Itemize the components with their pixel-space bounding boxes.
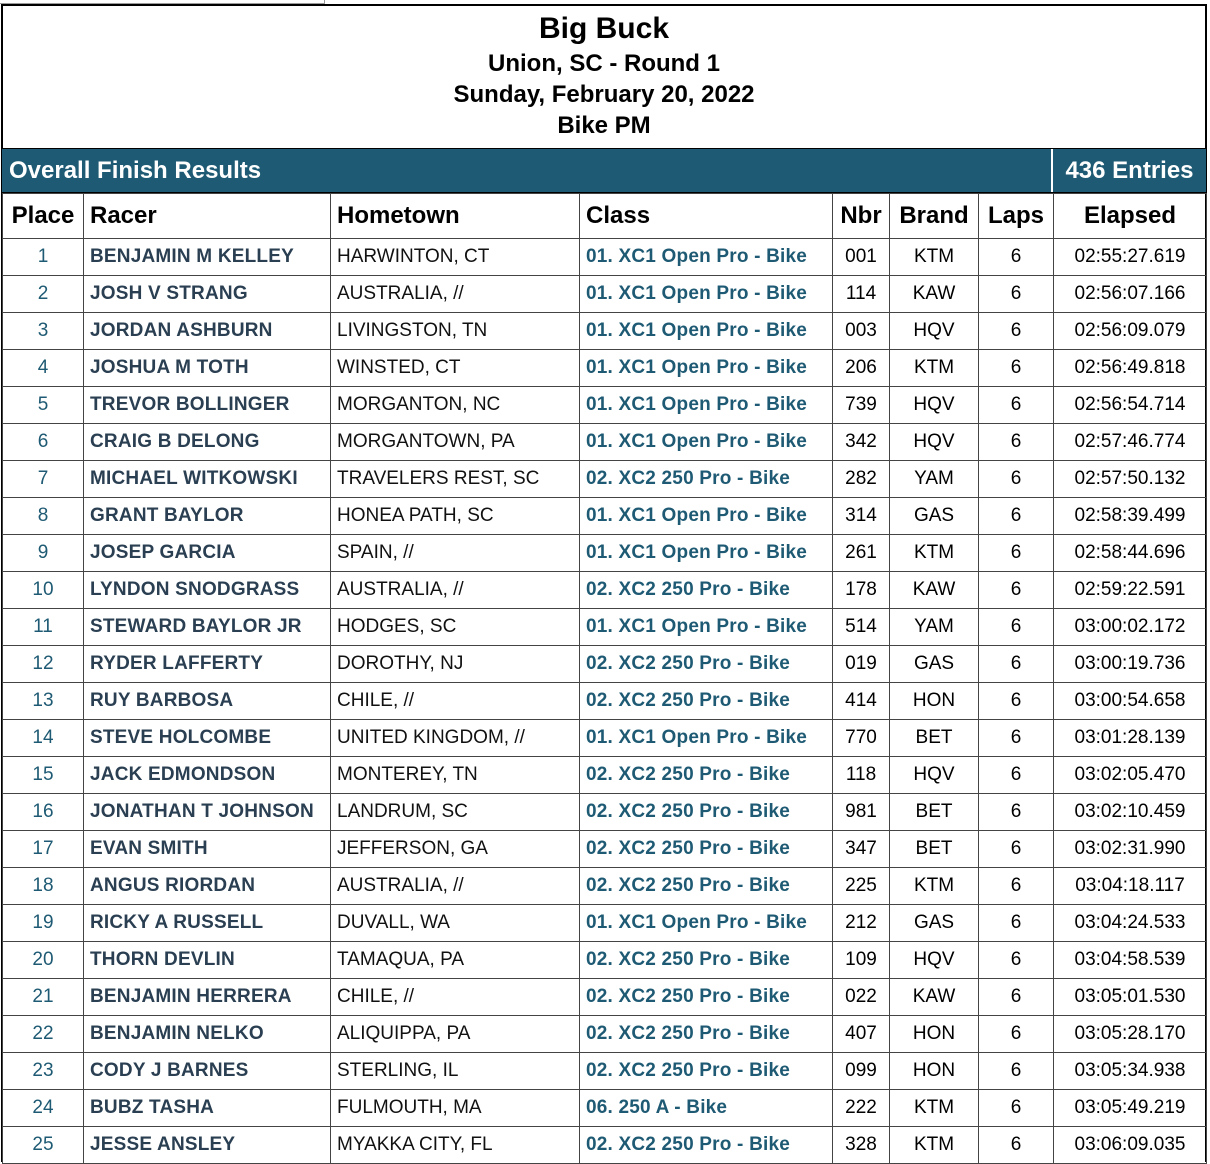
class-link[interactable]: 02. XC2 250 Pro - Bike: [580, 1053, 833, 1090]
elapsed-cell: 03:04:24.533: [1054, 905, 1207, 942]
laps-cell: 6: [979, 905, 1054, 942]
racer-link[interactable]: BENJAMIN M KELLEY: [84, 239, 331, 276]
racer-link[interactable]: STEVE HOLCOMBE: [84, 720, 331, 757]
table-row: [3, 239, 1207, 276]
place-cell: 16: [3, 794, 84, 831]
hometown-cell: ALIQUIPPA, PA: [331, 1016, 580, 1053]
place-cell: 7: [3, 461, 84, 498]
laps-cell: 6: [979, 720, 1054, 757]
table-row: [3, 461, 1207, 498]
hometown-cell: CHILE, //: [331, 683, 580, 720]
nbr-cell: 770: [833, 720, 890, 757]
hometown-cell: TRAVELERS REST, SC: [331, 461, 580, 498]
place-cell: 17: [3, 831, 84, 868]
elapsed-cell: 03:02:10.459: [1054, 794, 1207, 831]
table-row: [3, 387, 1207, 424]
racer-link[interactable]: THORN DEVLIN: [84, 942, 331, 979]
hometown-cell: MORGANTOWN, PA: [331, 424, 580, 461]
elapsed-cell: 02:56:49.818: [1054, 350, 1207, 387]
class-link[interactable]: 01. XC1 Open Pro - Bike: [580, 720, 833, 757]
brand-cell: KTM: [890, 239, 979, 276]
place-cell: 6: [3, 424, 84, 461]
elapsed-cell: 03:05:34.938: [1054, 1053, 1207, 1090]
results-bar: [2, 148, 1206, 193]
table-row: [3, 498, 1207, 535]
laps-cell: 6: [979, 942, 1054, 979]
elapsed-cell: 03:00:02.172: [1054, 609, 1207, 646]
laps-cell: 6: [979, 461, 1054, 498]
col-header-elapsed: Elapsed: [1054, 194, 1207, 239]
col-header-nbr: Nbr: [833, 194, 890, 239]
hometown-cell: MYAKKA CITY, FL: [331, 1127, 580, 1164]
place-cell: 15: [3, 757, 84, 794]
brand-cell: GAS: [890, 498, 979, 535]
hometown-cell: UNITED KINGDOM, //: [331, 720, 580, 757]
racer-link[interactable]: CODY J BARNES: [84, 1053, 331, 1090]
elapsed-cell: 03:04:58.539: [1054, 942, 1207, 979]
elapsed-cell: 02:56:07.166: [1054, 276, 1207, 313]
laps-cell: 6: [979, 387, 1054, 424]
class-link[interactable]: 02. XC2 250 Pro - Bike: [580, 868, 833, 905]
nbr-cell: 222: [833, 1090, 890, 1127]
laps-cell: 6: [979, 868, 1054, 905]
nbr-cell: 407: [833, 1016, 890, 1053]
table-row: [3, 1090, 1207, 1127]
table-row: [3, 979, 1207, 1016]
racer-link[interactable]: BUBZ TASHA: [84, 1090, 331, 1127]
hometown-cell: STERLING, IL: [331, 1053, 580, 1090]
place-cell: 19: [3, 905, 84, 942]
place-cell: 14: [3, 720, 84, 757]
class-link[interactable]: 01. XC1 Open Pro - Bike: [580, 905, 833, 942]
racer-link[interactable]: JOSH V STRANG: [84, 276, 331, 313]
event-session: Bike PM: [557, 112, 651, 139]
class-link[interactable]: 01. XC1 Open Pro - Bike: [580, 424, 833, 461]
nbr-cell: 314: [833, 498, 890, 535]
place-cell: 24: [3, 1090, 84, 1127]
elapsed-cell: 03:05:49.219: [1054, 1090, 1207, 1127]
hometown-cell: SPAIN, //: [331, 535, 580, 572]
brand-cell: GAS: [890, 646, 979, 683]
nbr-cell: 114: [833, 276, 890, 313]
hometown-cell: HARWINTON, CT: [331, 239, 580, 276]
hometown-cell: AUSTRALIA, //: [331, 868, 580, 905]
hometown-cell: DOROTHY, NJ: [331, 646, 580, 683]
class-link[interactable]: 02. XC2 250 Pro - Bike: [580, 942, 833, 979]
elapsed-cell: 02:56:09.079: [1054, 313, 1207, 350]
class-link[interactable]: 02. XC2 250 Pro - Bike: [580, 1016, 833, 1053]
elapsed-cell: 03:05:28.170: [1054, 1016, 1207, 1053]
brand-cell: HON: [890, 1016, 979, 1053]
place-cell: 22: [3, 1016, 84, 1053]
col-header-place: Place: [3, 194, 84, 239]
table-row: [3, 535, 1207, 572]
laps-cell: 6: [979, 1090, 1054, 1127]
table-row: [3, 609, 1207, 646]
class-link[interactable]: 02. XC2 250 Pro - Bike: [580, 461, 833, 498]
brand-cell: BET: [890, 720, 979, 757]
place-cell: 9: [3, 535, 84, 572]
class-link[interactable]: 01. XC1 Open Pro - Bike: [580, 387, 833, 424]
class-link[interactable]: 01. XC1 Open Pro - Bike: [580, 609, 833, 646]
elapsed-cell: 02:59:22.591: [1054, 572, 1207, 609]
hometown-cell: MORGANTON, NC: [331, 387, 580, 424]
table-row: [3, 905, 1207, 942]
nbr-cell: 099: [833, 1053, 890, 1090]
class-link[interactable]: 02. XC2 250 Pro - Bike: [580, 757, 833, 794]
racer-link[interactable]: MICHAEL WITKOWSKI: [84, 461, 331, 498]
elapsed-cell: 03:00:54.658: [1054, 683, 1207, 720]
hometown-cell: CHILE, //: [331, 979, 580, 1016]
elapsed-cell: 02:55:27.619: [1054, 239, 1207, 276]
racer-link[interactable]: BENJAMIN NELKO: [84, 1016, 331, 1053]
laps-cell: 6: [979, 350, 1054, 387]
table-row: [3, 1127, 1207, 1164]
laps-cell: 6: [979, 757, 1054, 794]
table-row: [3, 942, 1207, 979]
col-header-racer: Racer: [84, 194, 331, 239]
brand-cell: HQV: [890, 313, 979, 350]
racer-link[interactable]: RICKY A RUSSELL: [84, 905, 331, 942]
racer-link[interactable]: JACK EDMONDSON: [84, 757, 331, 794]
table-row: [3, 1016, 1207, 1053]
class-link[interactable]: 01. XC1 Open Pro - Bike: [580, 239, 833, 276]
hometown-cell: TAMAQUA, PA: [331, 942, 580, 979]
event-title: Big Buck: [538, 12, 670, 45]
laps-cell: 6: [979, 535, 1054, 572]
hometown-cell: HONEA PATH, SC: [331, 498, 580, 535]
nbr-cell: 022: [833, 979, 890, 1016]
brand-cell: KTM: [890, 350, 979, 387]
brand-cell: KAW: [890, 572, 979, 609]
hometown-cell: WINSTED, CT: [331, 350, 580, 387]
brand-cell: HQV: [890, 942, 979, 979]
header-row: [3, 194, 1207, 239]
brand-cell: KTM: [890, 868, 979, 905]
brand-cell: HON: [890, 683, 979, 720]
racer-link[interactable]: JORDAN ASHBURN: [84, 313, 331, 350]
nbr-cell: 206: [833, 350, 890, 387]
brand-cell: HON: [890, 1053, 979, 1090]
table-row: [3, 646, 1207, 683]
elapsed-cell: 02:58:44.696: [1054, 535, 1207, 572]
laps-cell: 6: [979, 609, 1054, 646]
hometown-cell: HODGES, SC: [331, 609, 580, 646]
event-date: Sunday, February 20, 2022: [453, 81, 755, 108]
class-link[interactable]: 01. XC1 Open Pro - Bike: [580, 350, 833, 387]
class-link[interactable]: 02. XC2 250 Pro - Bike: [580, 1127, 833, 1164]
brand-cell: KAW: [890, 979, 979, 1016]
racer-link[interactable]: CRAIG B DELONG: [84, 424, 331, 461]
class-link[interactable]: 02. XC2 250 Pro - Bike: [580, 979, 833, 1016]
class-link[interactable]: 02. XC2 250 Pro - Bike: [580, 646, 833, 683]
nbr-cell: 001: [833, 239, 890, 276]
laps-cell: 6: [979, 979, 1054, 1016]
nbr-cell: 212: [833, 905, 890, 942]
racer-link[interactable]: JOSHUA M TOTH: [84, 350, 331, 387]
place-cell: 23: [3, 1053, 84, 1090]
elapsed-cell: 03:00:19.736: [1054, 646, 1207, 683]
nbr-cell: 514: [833, 609, 890, 646]
table-row: [3, 720, 1207, 757]
laps-cell: 6: [979, 239, 1054, 276]
place-cell: 8: [3, 498, 84, 535]
elapsed-cell: 03:01:28.139: [1054, 720, 1207, 757]
nbr-cell: 739: [833, 387, 890, 424]
racer-link[interactable]: GRANT BAYLOR: [84, 498, 331, 535]
results-bar-title: Overall Finish Results: [9, 157, 262, 184]
nbr-cell: 342: [833, 424, 890, 461]
table-row: [3, 757, 1207, 794]
nbr-cell: 178: [833, 572, 890, 609]
event-header: [2, 6, 1206, 148]
event-location: Union, SC - Round 1: [488, 50, 720, 77]
table-row: [3, 276, 1207, 313]
entries-count: 436 Entries: [1051, 149, 1206, 192]
elapsed-cell: 02:58:39.499: [1054, 498, 1207, 535]
col-header-class: Class: [580, 194, 833, 239]
table-row: [3, 868, 1207, 905]
place-cell: 12: [3, 646, 84, 683]
place-cell: 11: [3, 609, 84, 646]
nbr-cell: 109: [833, 942, 890, 979]
hometown-cell: LANDRUM, SC: [331, 794, 580, 831]
class-link[interactable]: 02. XC2 250 Pro - Bike: [580, 683, 833, 720]
racer-link[interactable]: RYDER LAFFERTY: [84, 646, 331, 683]
brand-cell: KTM: [890, 1090, 979, 1127]
brand-cell: BET: [890, 831, 979, 868]
nbr-cell: 261: [833, 535, 890, 572]
laps-cell: 6: [979, 572, 1054, 609]
elapsed-cell: 02:57:50.132: [1054, 461, 1207, 498]
nbr-cell: 328: [833, 1127, 890, 1164]
class-link[interactable]: 01. XC1 Open Pro - Bike: [580, 313, 833, 350]
brand-cell: HQV: [890, 424, 979, 461]
brand-cell: YAM: [890, 609, 979, 646]
place-cell: 25: [3, 1127, 84, 1164]
table-row: [3, 683, 1207, 720]
racer-link[interactable]: LYNDON SNODGRASS: [84, 572, 331, 609]
nbr-cell: 414: [833, 683, 890, 720]
col-header-brand: Brand: [890, 194, 979, 239]
laps-cell: 6: [979, 313, 1054, 350]
class-link[interactable]: 02. XC2 250 Pro - Bike: [580, 794, 833, 831]
laps-cell: 6: [979, 276, 1054, 313]
col-header-hometown: Hometown: [331, 194, 580, 239]
hometown-cell: AUSTRALIA, //: [331, 572, 580, 609]
nbr-cell: 118: [833, 757, 890, 794]
table-row: [3, 1053, 1207, 1090]
place-cell: 2: [3, 276, 84, 313]
class-link[interactable]: 01. XC1 Open Pro - Bike: [580, 535, 833, 572]
elapsed-cell: 03:06:09.035: [1054, 1127, 1207, 1164]
brand-cell: BET: [890, 794, 979, 831]
hometown-cell: LIVINGSTON, TN: [331, 313, 580, 350]
class-link[interactable]: 01. XC1 Open Pro - Bike: [580, 498, 833, 535]
racer-link[interactable]: BENJAMIN HERRERA: [84, 979, 331, 1016]
nbr-cell: 003: [833, 313, 890, 350]
place-cell: 13: [3, 683, 84, 720]
elapsed-cell: 02:56:54.714: [1054, 387, 1207, 424]
hometown-cell: AUSTRALIA, //: [331, 276, 580, 313]
col-header-laps: Laps: [979, 194, 1054, 239]
class-link[interactable]: 02. XC2 250 Pro - Bike: [580, 831, 833, 868]
brand-cell: KTM: [890, 535, 979, 572]
place-cell: 21: [3, 979, 84, 1016]
laps-cell: 6: [979, 498, 1054, 535]
laps-cell: 6: [979, 1016, 1054, 1053]
laps-cell: 6: [979, 831, 1054, 868]
racer-link[interactable]: EVAN SMITH: [84, 831, 331, 868]
hometown-cell: JEFFERSON, GA: [331, 831, 580, 868]
racer-link[interactable]: JONATHAN T JOHNSON: [84, 794, 331, 831]
racer-link[interactable]: ANGUS RIORDAN: [84, 868, 331, 905]
elapsed-cell: 03:02:31.990: [1054, 831, 1207, 868]
table-row: [3, 794, 1207, 831]
brand-cell: HQV: [890, 757, 979, 794]
place-cell: 18: [3, 868, 84, 905]
table-row: [3, 424, 1207, 461]
nbr-cell: 981: [833, 794, 890, 831]
table-row: [3, 572, 1207, 609]
class-link[interactable]: 02. XC2 250 Pro - Bike: [580, 572, 833, 609]
table-row: [3, 831, 1207, 868]
nbr-cell: 019: [833, 646, 890, 683]
place-cell: 4: [3, 350, 84, 387]
hometown-cell: MONTEREY, TN: [331, 757, 580, 794]
racer-link[interactable]: JESSE ANSLEY: [84, 1127, 331, 1164]
laps-cell: 6: [979, 794, 1054, 831]
place-cell: 10: [3, 572, 84, 609]
place-cell: 20: [3, 942, 84, 979]
brand-cell: KAW: [890, 276, 979, 313]
place-cell: 5: [3, 387, 84, 424]
nbr-cell: 347: [833, 831, 890, 868]
elapsed-cell: 03:02:05.470: [1054, 757, 1207, 794]
elapsed-cell: 03:05:01.530: [1054, 979, 1207, 1016]
nbr-cell: 225: [833, 868, 890, 905]
place-cell: 1: [3, 239, 84, 276]
racer-link[interactable]: JOSEP GARCIA: [84, 535, 331, 572]
elapsed-cell: 03:04:18.117: [1054, 868, 1207, 905]
laps-cell: 6: [979, 683, 1054, 720]
class-link[interactable]: 06. 250 A - Bike: [580, 1090, 833, 1127]
laps-cell: 6: [979, 424, 1054, 461]
class-link[interactable]: 01. XC1 Open Pro - Bike: [580, 276, 833, 313]
laps-cell: 6: [979, 646, 1054, 683]
place-cell: 3: [3, 313, 84, 350]
racer-link[interactable]: RUY BARBOSA: [84, 683, 331, 720]
results-table: [2, 193, 1207, 1164]
brand-cell: KTM: [890, 1127, 979, 1164]
elapsed-cell: 02:57:46.774: [1054, 424, 1207, 461]
racer-link[interactable]: TREVOR BOLLINGER: [84, 387, 331, 424]
brand-cell: HQV: [890, 387, 979, 424]
laps-cell: 6: [979, 1127, 1054, 1164]
table-row: [3, 350, 1207, 387]
racer-link[interactable]: STEWARD BAYLOR JR: [84, 609, 331, 646]
table-row: [3, 313, 1207, 350]
nbr-cell: 282: [833, 461, 890, 498]
laps-cell: 6: [979, 1053, 1054, 1090]
hometown-cell: FULMOUTH, MA: [331, 1090, 580, 1127]
brand-cell: YAM: [890, 461, 979, 498]
brand-cell: GAS: [890, 905, 979, 942]
hometown-cell: DUVALL, WA: [331, 905, 580, 942]
